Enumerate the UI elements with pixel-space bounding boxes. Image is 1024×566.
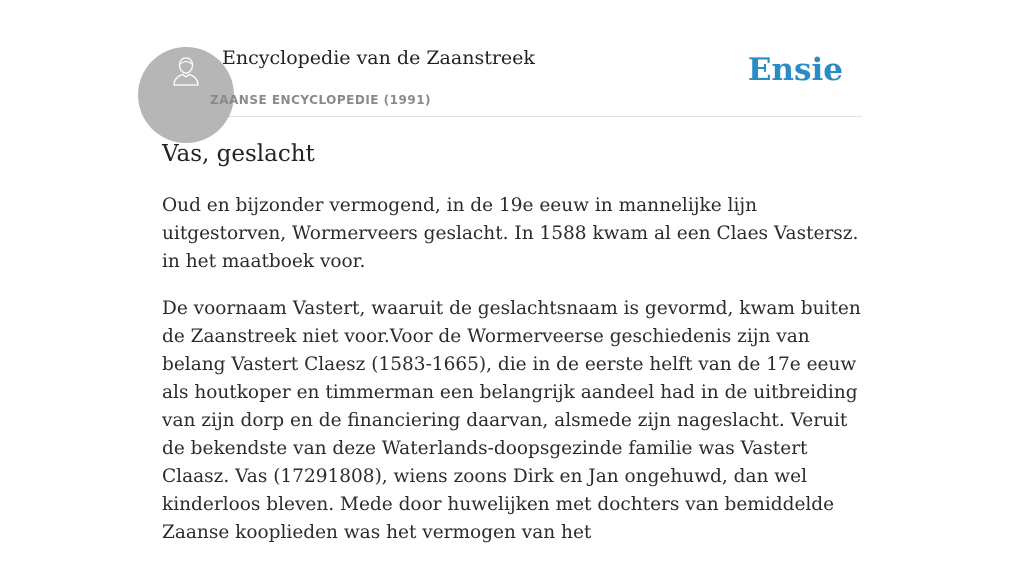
article-paragraph: De voornaam Vastert, waaruit de geslachtsnaam is gevormd, kwam buiten de Zaanstreek niet voor.Voor de Wormerveerse geschiedenis zijn van belang Vastert Claesz (1583-1665), die in de eerste helft van de 17e eeuw als houtkoper en timmerman een belangrijk aandeel had in de uitbreiding van zijn dorp en de financiering daarvan, alsmede zijn nageslacht. Veruit de bekendste van deze Waterlands-doopsgezinde familie was Vastert Claasz. Vas (17291808), wiens zoons Dirk en Jan ongehuwd, dan wel kinderloos bleven. Mede door huwelijken met dochters van bemiddelde Zaanse kooplieden was het vermogen van het — [162, 298, 861, 543]
person-outline-icon — [162, 47, 210, 95]
source-header — [162, 46, 862, 117]
source-title[interactable]: Encyclopedie van de Zaanstreek — [222, 47, 535, 69]
source-subtitle[interactable]: ZAANSE ENCYCLOPEDIE (1991) — [210, 93, 432, 107]
article-body — [162, 192, 862, 566]
brand-logo[interactable]: Ensie — [747, 52, 843, 88]
article-title: Vas, geslacht — [162, 141, 315, 167]
article-paragraph: Oud en bijzonder vermogend, in de 19e eeuw in mannelijke lijn uitgestorven, Wormerveers geslacht. In 1588 kwam al een Claes Vastersz. in het maatboek voor. — [162, 195, 859, 272]
user-avatar-icon[interactable] — [162, 47, 210, 95]
